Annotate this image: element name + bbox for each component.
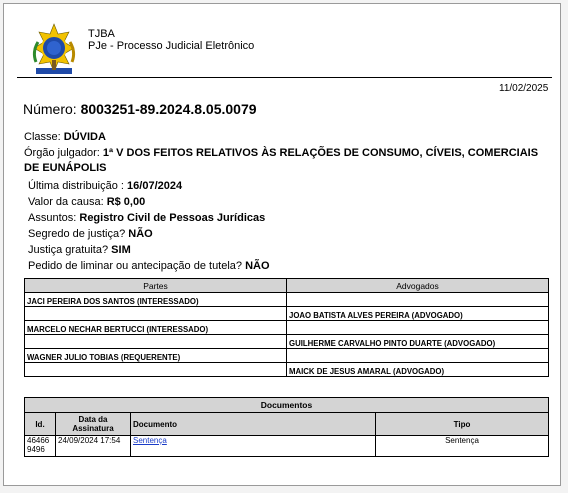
table-row xyxy=(25,363,549,377)
classe-label: Classe: xyxy=(24,131,61,143)
document-date: 11/02/2025 xyxy=(499,83,549,94)
advogado-cell: JOAO BATISTA ALVES PEREIRA (ADVOGADO) xyxy=(287,307,549,321)
orgao-label: Órgão julgador: xyxy=(24,147,100,159)
assuntos-label: Assuntos: xyxy=(28,212,77,224)
gratuita-label: Justiça gratuita? xyxy=(28,244,109,256)
id-header: Id. xyxy=(25,413,56,436)
valor-label: Valor da causa: xyxy=(28,196,104,208)
parte-cell: JACI PEREIRA DOS SANTOS (INTERESSADO) xyxy=(25,293,287,307)
parte-cell: WAGNER JULIO TOBIAS (REQUERENTE) xyxy=(25,349,287,363)
segredo-value: NÃO xyxy=(128,228,153,240)
parte-cell xyxy=(25,307,287,321)
distribuicao-field xyxy=(28,180,182,192)
documento-header: Documento xyxy=(131,413,376,436)
parte-cell xyxy=(25,363,287,377)
brazil-coat-of-arms-icon xyxy=(28,22,80,80)
classe-field xyxy=(24,131,106,143)
document-page xyxy=(3,3,561,486)
table-row xyxy=(25,293,549,307)
partes-table xyxy=(24,278,549,377)
data-header: Data da Assinatura xyxy=(56,413,131,436)
advogados-header: Advogados xyxy=(287,279,549,293)
distribuicao-label: Última distribuição : xyxy=(28,180,124,192)
doc-date-cell: 24/09/2024 17:54 xyxy=(56,436,131,457)
segredo-label: Segredo de justiça? xyxy=(28,228,126,240)
doc-name-cell xyxy=(131,436,376,457)
orgao-field xyxy=(24,146,554,176)
distribuicao-value: 16/07/2024 xyxy=(127,180,183,192)
parte-cell xyxy=(25,335,287,349)
advogado-cell xyxy=(287,293,549,307)
documentos-caption: Documentos xyxy=(25,398,549,413)
org-name: TJBA xyxy=(88,28,115,40)
table-row xyxy=(25,321,549,335)
segredo-field xyxy=(28,228,153,240)
gratuita-field xyxy=(28,244,131,256)
valor-field xyxy=(28,196,145,208)
doc-id-cell: 46466 9496 xyxy=(25,436,56,457)
system-name: PJe - Processo Judicial Eletrônico xyxy=(88,40,255,52)
gratuita-value: SIM xyxy=(111,244,131,256)
documentos-table xyxy=(24,397,549,457)
advogado-cell xyxy=(287,349,549,363)
advogado-cell: MAICK DE JESUS AMARAL (ADVOGADO) xyxy=(287,363,549,377)
orgao-value: 1ª V DOS FEITOS RELATIVOS ÀS RELAÇÕES DE CONSUMO, CÍVEIS, COMERCIAIS DE EUNÁPOLIS xyxy=(24,147,539,174)
table-row xyxy=(25,436,549,457)
liminar-field xyxy=(28,260,270,272)
advogado-cell xyxy=(287,321,549,335)
tipo-header: Tipo xyxy=(376,413,549,436)
header-org xyxy=(88,28,254,52)
table-row xyxy=(25,307,549,321)
numero-value: 8003251-89.2024.8.05.0079 xyxy=(80,101,257,117)
header-divider xyxy=(17,77,552,78)
partes-header: Partes xyxy=(25,279,287,293)
liminar-value: NÃO xyxy=(245,260,270,272)
advogado-cell: GUILHERME CARVALHO PINTO DUARTE (ADVOGADO) xyxy=(287,335,549,349)
doc-type-cell: Sentença xyxy=(376,436,549,457)
classe-value: DÚVIDA xyxy=(63,131,106,143)
table-row xyxy=(25,349,549,363)
liminar-label: Pedido de liminar ou antecipação de tutela? xyxy=(28,260,243,272)
document-link[interactable]: Sentença xyxy=(133,436,167,445)
table-row xyxy=(25,335,549,349)
numero-label: Número: xyxy=(23,101,77,117)
valor-value: R$ 0,00 xyxy=(106,196,146,208)
assuntos-value: Registro Civil de Pessoas Jurídicas xyxy=(79,212,266,224)
assuntos-field xyxy=(28,212,265,224)
process-number xyxy=(23,101,257,117)
parte-cell: MARCELO NECHAR BERTUCCI (INTERESSADO) xyxy=(25,321,287,335)
